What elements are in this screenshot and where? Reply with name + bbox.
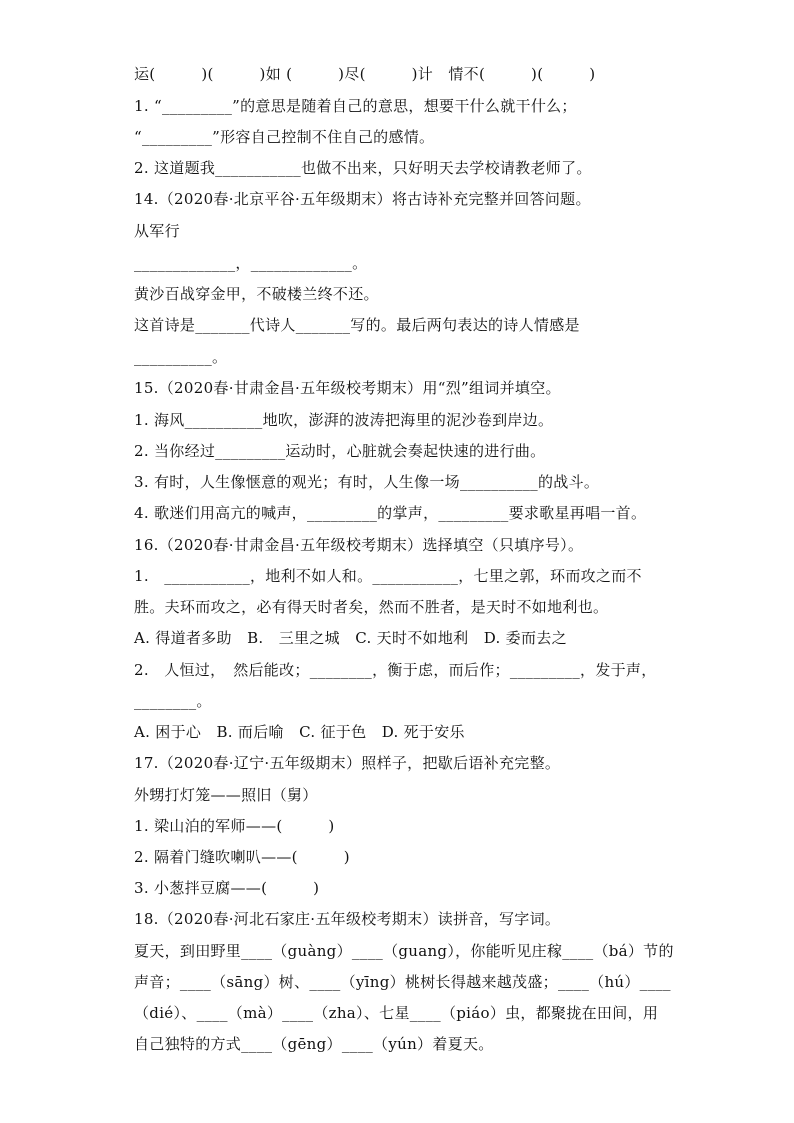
text-line: （dié）、____（mà）____（zha）、七星____（piáo）虫，都聚拢在田间，用 [134, 1004, 659, 1022]
text-line: “_________”形容自己控制不住自己的感情。 [134, 128, 435, 146]
text-line: 3. 小葱拌豆腐——( ) [134, 879, 320, 897]
question-heading: 17.（2020春·辽宁·五年级期末）照样子，把歇后语补充完整。 [134, 754, 561, 772]
text-line: 2. 这道题我___________也做不出来，只好明天去学校请教老师了。 [134, 159, 592, 177]
text-line: 黄沙百战穿金甲，不破楼兰终不还。 [134, 285, 379, 303]
text-line: 2. 当你经过_________运动时，心脏就会奏起快速的进行曲。 [134, 442, 546, 460]
text-line: 这首诗是_______代诗人_______写的。最后两句表达的诗人情感是 [134, 316, 580, 334]
text-line: 2. 人恒过， 然后能改；________，衡于虑，而后作；_________，发于声， [134, 661, 657, 679]
question-heading: 16.（2020春·甘肃金昌·五年级校考期末）选择填空（只填序号）。 [134, 536, 584, 554]
text-line: 1. 梁山泊的军师——( ) [134, 817, 335, 835]
text-line: 声音；____（sāng）树、____（yīng）桃树长得越来越茂盛；____（hú）____ [134, 973, 671, 991]
text-line: 胜。夫环而攻之，必有得天时者矣，然而不胜者，是天时不如地利也。 [134, 598, 609, 616]
text-line: 4. 歌迷们用高亢的喊声，_________的掌声，_________要求歌星再唱一首。 [134, 504, 647, 522]
text-line: 1. “_________”的意思是随着自己的意思，想要干什么就干什么； [134, 97, 577, 115]
text-line: __________。 [134, 348, 228, 366]
text-line: 自己独特的方式____（gēng）____（yún）着夏天。 [134, 1035, 494, 1053]
text-line: 外甥打灯笼——照旧（舅） [134, 786, 318, 804]
text-line: 1. 海风__________地吹，澎湃的波涛把海里的泥沙卷到岸边。 [134, 411, 554, 429]
question-heading: 18.（2020春·河北石家庄·五年级校考期末）读拼音，写字词。 [134, 910, 561, 928]
text-line: 2. 隔着门缝吹喇叭——( ) [134, 848, 350, 866]
text-line: ________。 [134, 692, 212, 710]
text-line: 3. 有时，人生像惬意的观光；有时，人生像一场__________的战斗。 [134, 473, 600, 491]
text-line: 1. ___________，地利不如人和。___________，七里之郭，环而攻之而不 [134, 567, 642, 585]
question-heading: 15.（2020春·甘肃金昌·五年级校考期末）用“烈”组词并填空。 [134, 379, 561, 397]
poem-title: 从军行 [134, 222, 180, 240]
text-line: 运( )( )如 ( )尽( )计 情不( )( ) [134, 65, 596, 83]
options-line: A. 得道者多助 B. 三里之城 C. 天时不如地利 D. 委而去之 [134, 629, 567, 647]
text-line: 夏天，到田野里____（guàng）____（guang），你能听见庄稼____（bá）节的 [134, 942, 674, 960]
text-line: _____________，_____________。 [134, 254, 368, 272]
options-line: A. 困于心 B. 而后喻 C. 征于色 D. 死于安乐 [134, 723, 465, 741]
question-heading: 14.（2020春·北京平谷·五年级期末）将古诗补充完整并回答问题。 [134, 190, 591, 208]
